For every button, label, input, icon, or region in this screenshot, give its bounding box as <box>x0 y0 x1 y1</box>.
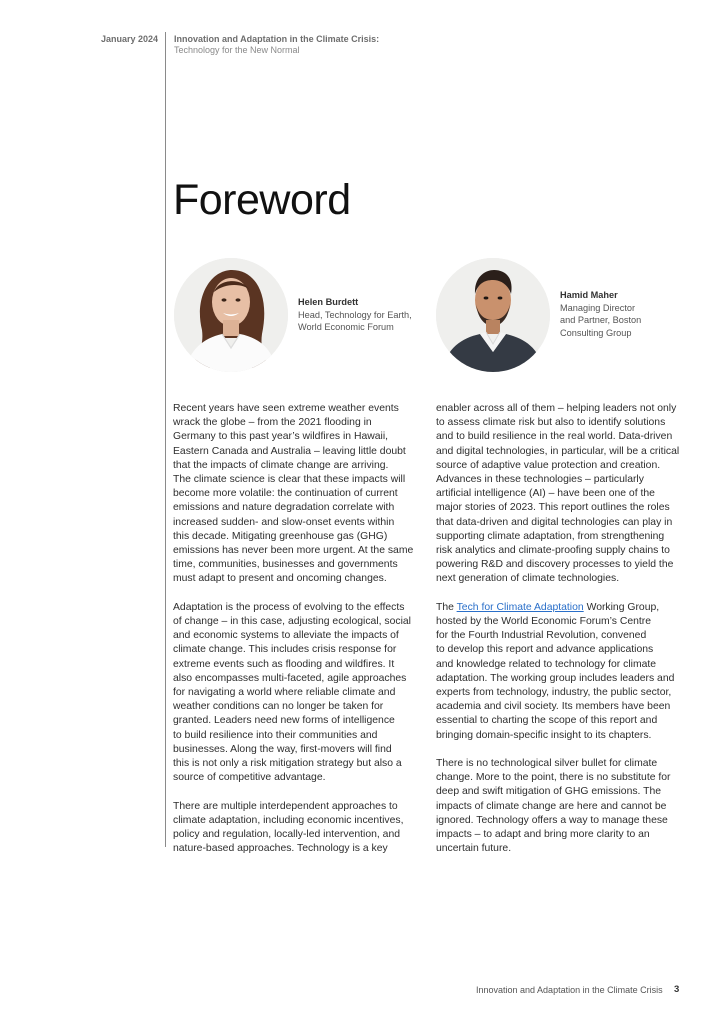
body-text-line: experts from technology, industry, the public sector, <box>436 687 672 699</box>
body-text-line: ignored. Technology offers a way to manage these <box>436 814 668 826</box>
author-caption-helen-burdett <box>298 296 412 334</box>
author-photo-helen-burdett <box>174 258 288 372</box>
author-role-line: and Partner, Boston <box>560 315 642 326</box>
footer-report-title: Innovation and Adaptation in the Climate Crisis <box>476 985 663 995</box>
body-text-line: essential to charting the scope of this report and <box>436 715 658 727</box>
header-report-title: Innovation and Adaptation in the Climate Crisis: <box>174 34 380 44</box>
body-text-line: academia and civil society. Its members have been <box>436 701 671 713</box>
body-column-right-part-a <box>436 402 679 587</box>
body-text-line: There is no technological silver bullet for climate <box>436 758 658 770</box>
body-text-line: for navigating a world where reliable climate and <box>173 687 396 699</box>
body-text-line: The climate science is clear that these impacts will <box>173 474 406 486</box>
body-text-line: artificial intelligence (AI) – have been one of the <box>436 488 655 500</box>
body-text-line: adaptation. The working group includes leaders and <box>436 672 675 684</box>
body-text-line: Advances in these technologies – particularly <box>436 474 644 486</box>
body-text-line: change. More to the point, there is no substitute for <box>436 772 671 784</box>
body-text-line: Germany to this past year’s wildfires in Hawaii, <box>173 431 389 443</box>
body-text-line: powering R&D and discovery processes to yield the <box>436 559 674 571</box>
author-role-line: Managing Director <box>560 302 636 313</box>
body-text-line: that the impacts of climate change are arriving. <box>173 459 389 471</box>
author-name: Hamid Maher <box>560 290 618 300</box>
body-text-line: of change – in this case, adjusting ecological, social <box>173 616 411 628</box>
body-text-line: Recent years have seen extreme weather events <box>173 403 399 414</box>
page-title: Foreword <box>173 176 351 224</box>
body-text-line: for the Fourth Industrial Revolution, convened <box>436 630 647 642</box>
body-text-line: risk analytics and climate-proofing supply chains to <box>436 545 670 557</box>
body-text-line: deep and swift mitigation of GHG emissions. The <box>436 786 662 798</box>
body-text-line: emissions has never been more urgent. At the same <box>173 545 414 557</box>
page-number: 3 <box>674 984 680 995</box>
body-text-line: uncertain future. <box>436 843 512 855</box>
body-column-right-part-b <box>436 615 679 856</box>
body-text-line: weather conditions can no longer be taken for <box>173 701 384 713</box>
body-column-left <box>173 402 413 856</box>
body-text-line: climate adaptation, including economic incentives, <box>173 814 404 826</box>
body-text-line: Eastern Canada and Australia – leaving little doubt <box>173 445 406 457</box>
body-text-line: and digital technologies, in particular, will be a critical <box>436 445 680 457</box>
body-text-line: Adaptation is the process of evolving to the effects <box>173 601 405 613</box>
body-text-line: extreme events such as flooding and wildfires. It <box>173 658 395 670</box>
body-text-line: There are multiple interdependent approaches to <box>173 800 398 812</box>
header-report-subtitle: Technology for the New Normal <box>174 45 300 55</box>
body-text-line: also encompasses multi-faceted, agile approaches <box>173 672 407 684</box>
body-text-line: this decade. Mitigating greenhouse gas (GHG) <box>173 530 388 542</box>
author-caption-hamid-maher <box>560 289 641 339</box>
paragraph-gap <box>436 587 679 601</box>
body-text-line: businesses. Along the way, first-movers will find <box>173 743 392 755</box>
body-text-line: and to build resilience in the real world. Data-driven <box>436 431 673 443</box>
header-date: January 2024 <box>100 34 158 44</box>
body-text-line: enabler across all of them – helping leaders not only <box>436 403 677 414</box>
body-text-line: nature-based approaches. Technology is a key <box>173 843 388 855</box>
author-name: Helen Burdett <box>298 297 359 307</box>
body-text-line: to develop this report and advance applications <box>436 644 654 656</box>
body-text-line: source of competitive advantage. <box>173 772 326 784</box>
paragraph-gap <box>436 743 679 757</box>
body-text-line: impacts – to adapt and bring more clarity to an <box>436 829 650 841</box>
body-text-line: to build resilience into their communities and <box>173 729 378 741</box>
body-column-right <box>436 402 679 856</box>
body-text-line: that data-driven and digital technologies can play in <box>436 516 673 528</box>
tech-for-climate-adaptation-link[interactable]: Tech for Climate Adaptation <box>456 601 584 613</box>
author-role-line: Consulting Group <box>560 327 632 338</box>
working-group-line <box>436 601 679 615</box>
body-text-line: hosted by the World Economic Forum’s Centre <box>436 616 652 628</box>
body-text-line: become more volatile: the continuation of current <box>173 488 398 500</box>
body-text-line: increased sudden- and slow-onset events within <box>173 516 395 528</box>
paragraph-gap <box>173 587 413 601</box>
body-text-line: major stories of 2023. This report outlines the roles <box>436 502 670 514</box>
body-text-line: granted. Leaders need new forms of intelligence <box>173 715 395 727</box>
author-role-line: World Economic Forum <box>298 322 394 333</box>
paragraph-gap <box>173 785 413 799</box>
body-text-line: wrack the globe – from the 2021 flooding in <box>173 417 372 429</box>
author-role-line: Head, Technology for Earth, <box>298 309 412 320</box>
body-text-line: source of adaptive value protection and creation. <box>436 459 661 471</box>
body-text-line: supporting climate adaptation, from strengthening <box>436 530 665 542</box>
body-text-line: and knowledge related to technology for climate <box>436 658 657 670</box>
body-text-line: climate change. This includes crisis response for <box>173 644 397 656</box>
body-text-line: impacts of climate change are here and cannot be <box>436 800 667 812</box>
body-text-line: bringing domain-specific insight to its chapters. <box>436 729 652 741</box>
body-text-line: next generation of climate technologies. <box>436 573 620 585</box>
body-text-line: emissions and nature degradation correlate with <box>173 502 395 514</box>
body-text-line: policy and regulation, locally-led intervention, and <box>173 829 401 841</box>
body-text-line: must adapt to present and oncoming changes. <box>173 573 387 585</box>
body-text-line: to assess climate risk but also to identify solutions <box>436 417 666 429</box>
link-suffix-text: Working Group, <box>583 601 660 613</box>
link-prefix-text: The <box>436 601 457 613</box>
body-text-line: time, communities, businesses and governments <box>173 559 398 571</box>
portrait-woman-image <box>174 258 288 372</box>
vertical-divider <box>165 32 166 847</box>
body-text-line: this is not only a risk mitigation strategy but also a <box>173 758 402 770</box>
author-photo-hamid-maher <box>436 258 550 372</box>
portrait-man-image <box>436 258 550 372</box>
body-text-line: and economic systems to alleviate the impacts of <box>173 630 399 642</box>
